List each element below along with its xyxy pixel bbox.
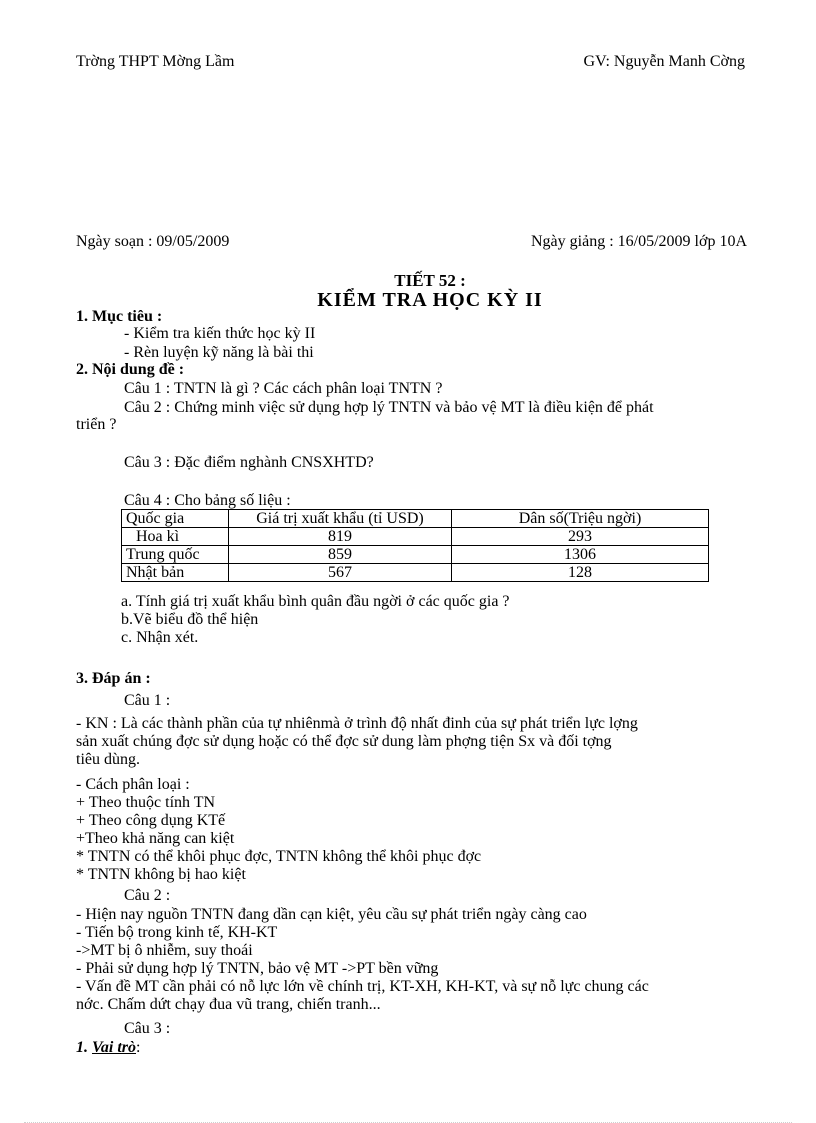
role-colon: : [136, 1039, 141, 1056]
answer-line: sản xuất chúng đợc sử dụng hoặc có thể đợc sử dung làm phợng tiện Sx và đối tợng [76, 733, 612, 750]
teach-date: Ngày giảng : 16/05/2009 lớp 10A [531, 233, 747, 250]
question-2-line1: Câu 2 : Chứng minh việc sử dụng hợp lý TNTN và bảo vệ MT là điều kiện để phát [124, 399, 654, 416]
table-row [122, 546, 709, 564]
answer-line: + Theo công dụng KTế [76, 812, 226, 829]
answer-line: +Theo khả năng can kiệt [76, 830, 235, 847]
section-answers-heading: 3. Đáp án : [76, 670, 151, 687]
section-objectives-heading: 1. Mục tiêu : [76, 308, 163, 325]
table-cell: 819 [229, 528, 452, 546]
answer-line: - KN : Là các thành phần của tự nhiênmà ở trình độ nhất đinh của sự phát triển lực lợng [76, 715, 638, 732]
table-cell: Nhật bản [122, 564, 229, 582]
answer-3-label: Câu 3 : [124, 1020, 171, 1037]
table-cell: 128 [452, 564, 709, 582]
school-name: Trờng THPT Mờng Lầm [76, 53, 235, 70]
page-title: KIỂM TRA HỌC KỲ II [317, 289, 543, 311]
section-content-heading: 2. Nội dung đề : [76, 361, 185, 378]
table-cell: Hoa kì [122, 528, 229, 546]
table-header-cell: Giá trị xuất khẩu (tỉ USD) [229, 510, 452, 528]
role-label: Vai trò [92, 1039, 137, 1056]
prep-date: Ngày soạn : 09/05/2009 [76, 233, 230, 250]
answer-line: ->MT bị ô nhiễm, suy thoái [76, 942, 253, 959]
answer-line: + Theo thuộc tính TN [76, 794, 216, 811]
question-3: Câu 3 : Đặc điểm nghành CNSXHTD? [124, 454, 374, 471]
objective-item: - Rèn luyện kỹ năng là bài thi [124, 344, 314, 361]
task-item: b.Vẽ biểu đồ thể hiện [121, 611, 259, 628]
task-item: c. Nhận xét. [121, 629, 199, 646]
data-table [121, 509, 709, 582]
table-cell: 1306 [452, 546, 709, 564]
answer-line: nớc. Chấm dứt chạy đua vũ trang, chiến tranh... [76, 996, 381, 1013]
table-header-row [122, 510, 709, 528]
question-1: Câu 1 : TNTN là gì ? Các cách phân loại TNTN ? [124, 380, 443, 397]
role-subheading [76, 1039, 140, 1057]
answer-2-label: Câu 2 : [124, 887, 171, 904]
table-row [122, 528, 709, 546]
table-header-cell: Quốc gia [122, 510, 229, 528]
lesson-number: TIẾT 52 : [394, 271, 466, 290]
role-number: 1. [76, 1039, 88, 1056]
answer-1-label: Câu 1 : [124, 692, 171, 709]
task-item: a. Tính giá trị xuất khẩu bình quân đầu ngời ở các quốc gia ? [121, 593, 510, 610]
table-cell: 567 [229, 564, 452, 582]
answer-line: - Vấn đề MT cần phải có nỗ lực lớn về chính trị, KT-XH, KH-KT, và sự nỗ lực chung các [76, 978, 649, 995]
table-cell: 293 [452, 528, 709, 546]
answer-line: tiêu dùng. [76, 751, 140, 768]
answer-line: * TNTN không bị hao kiệt [76, 866, 246, 883]
answer-line: - Tiến bộ trong kinh tế, KH-KT [76, 924, 278, 941]
table-cell: Trung quốc [122, 546, 229, 564]
table-row [122, 564, 709, 582]
question-2-line2: triển ? [76, 416, 117, 433]
table-cell: 859 [229, 546, 452, 564]
answer-line: * TNTN có thể khôi phục đợc, TNTN không thể khôi phục đợc [76, 848, 482, 865]
teacher-name: GV: Nguyễn Manh Cờng [583, 53, 745, 70]
answer-line: - Phải sử dụng hợp lý TNTN, bảo vệ MT ->PT bền vững [76, 960, 439, 977]
objective-item: - Kiểm tra kiến thức học kỳ II [124, 325, 316, 342]
answer-line: - Cách phân loại : [76, 776, 190, 793]
table-header-cell: Dân số(Triệu ngời) [452, 510, 709, 528]
question-4: Câu 4 : Cho bảng số liệu : [124, 492, 291, 509]
answer-line: - Hiện nay nguồn TNTN đang dần cạn kiệt, yêu cầu sự phát triển ngày càng cao [76, 906, 587, 923]
